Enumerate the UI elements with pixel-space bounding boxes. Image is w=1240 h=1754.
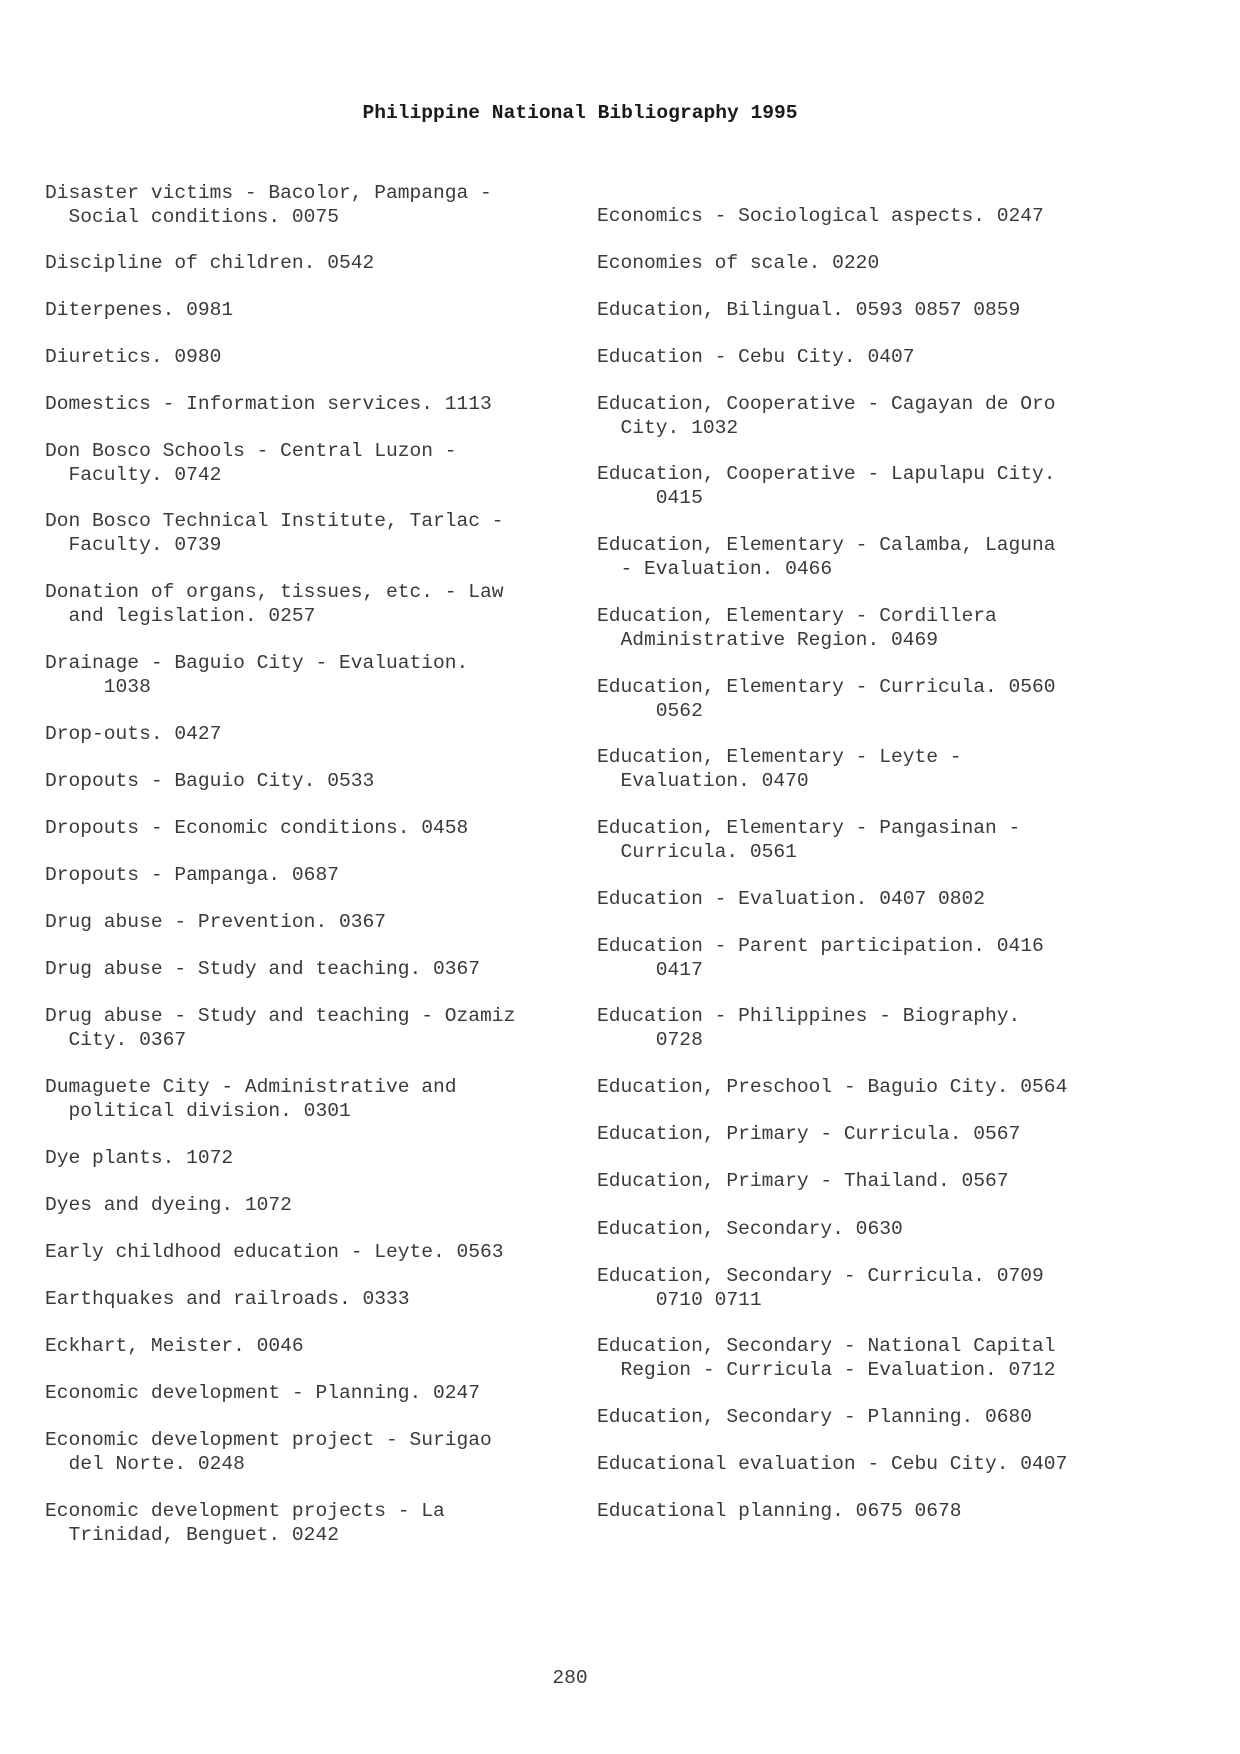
index-entry-line: 0562 — [597, 699, 703, 722]
index-entry-line: 0415 — [597, 486, 703, 509]
right-index-entry — [597, 252, 879, 276]
index-entry-line: Education, Secondary - Planning. 0680 — [597, 1406, 1033, 1428]
index-entry-line: political division. 0301 — [45, 1099, 351, 1122]
index-entry-line: Early childhood education - Leyte. 0563 — [45, 1241, 504, 1263]
left-index-entry — [45, 1005, 515, 1052]
index-entry-line: Trinidad, Benguet. 0242 — [45, 1523, 339, 1546]
index-entry-line: 1038 — [45, 675, 151, 698]
right-index-entry — [597, 463, 1056, 510]
left-index-entry — [45, 182, 492, 229]
left-index-entry — [45, 346, 221, 370]
left-index-entry — [45, 1288, 410, 1312]
index-entry-line: Education, Secondary. 0630 — [597, 1218, 903, 1240]
index-entry-line: Economies of scale. 0220 — [597, 252, 880, 274]
left-index-entry — [45, 1500, 445, 1547]
left-index-entry — [45, 770, 374, 794]
index-entry-line: Education, Elementary - Calamba, Laguna — [597, 534, 1056, 556]
index-entry-line: and legislation. 0257 — [45, 604, 316, 627]
index-entry-line: Domestics - Information services. 1113 — [45, 393, 492, 415]
index-entry-line: Discipline of children. 0542 — [45, 252, 375, 274]
index-entry-line: 0728 — [597, 1028, 703, 1051]
left-index-entry — [45, 393, 492, 417]
left-index-entry — [45, 440, 457, 487]
left-index-entry — [45, 252, 374, 276]
left-index-entry — [45, 1194, 292, 1218]
index-entry-line: Donation of organs, tissues, etc. - Law — [45, 581, 504, 603]
index-entry-line: Economic development projects - La — [45, 1500, 445, 1522]
index-entry-line: 0710 0711 — [597, 1288, 762, 1311]
index-entry-line: Dropouts - Pampanga. 0687 — [45, 864, 339, 886]
left-index-entry — [45, 864, 339, 888]
index-entry-line: Education, Cooperative - Lapulapu City. — [597, 463, 1056, 485]
index-entry-line: Economics - Sociological aspects. 0247 — [597, 205, 1044, 227]
index-entry-line: Dumaguete City - Administrative and — [45, 1076, 457, 1098]
index-entry-line: Education, Preschool - Baguio City. 0564 — [597, 1076, 1068, 1098]
index-entry-line: Don Bosco Schools - Central Luzon - — [45, 440, 457, 462]
index-entry-line: Drug abuse - Study and teaching - Ozamiz — [45, 1005, 516, 1027]
index-entry-line: Drug abuse - Prevention. 0367 — [45, 911, 386, 933]
index-entry-line: Earthquakes and railroads. 0333 — [45, 1288, 410, 1310]
index-entry-line: Social conditions. 0075 — [45, 205, 339, 228]
index-entry-line: Education, Primary - Curricula. 0567 — [597, 1123, 1021, 1145]
index-entry-line: Education, Secondary - Curricula. 0709 — [597, 1265, 1044, 1287]
right-index-entry — [597, 888, 985, 912]
index-entry-line: City. 0367 — [45, 1028, 187, 1051]
left-index-entry — [45, 1076, 457, 1123]
left-index-entry — [45, 1241, 504, 1265]
index-entry-line: Faculty. 0739 — [45, 533, 222, 556]
right-index-entry — [597, 746, 962, 793]
left-index-entry — [45, 1147, 233, 1171]
left-index-entry — [45, 958, 480, 982]
left-index-entry — [45, 1429, 492, 1476]
left-index-entry — [45, 510, 504, 557]
index-entry-line: Diuretics. 0980 — [45, 346, 222, 368]
index-entry-line: Dropouts - Economic conditions. 0458 — [45, 817, 469, 839]
right-index-entry — [597, 1123, 1020, 1147]
index-entry-line: - Evaluation. 0466 — [597, 557, 833, 580]
page-number: 280 — [552, 1667, 588, 1689]
index-entry-line: Education - Parent participation. 0416 — [597, 935, 1044, 957]
index-entry-line: Education, Elementary - Pangasinan - — [597, 817, 1021, 839]
index-entry-line: Administrative Region. 0469 — [597, 628, 938, 651]
right-index-entry — [597, 1335, 1056, 1382]
right-index-entry — [597, 1005, 1020, 1052]
index-entry-line: Education - Evaluation. 0407 0802 — [597, 888, 986, 910]
left-index-entry — [45, 1382, 480, 1406]
index-entry-line: Education - Philippines - Biography. — [597, 1005, 1021, 1027]
right-index-entry — [597, 534, 1056, 581]
index-entry-line: Drop-outs. 0427 — [45, 723, 222, 745]
right-index-entry — [597, 1265, 1044, 1312]
index-entry-line: Education, Primary - Thailand. 0567 — [597, 1170, 1009, 1192]
index-entry-line: Eckhart, Meister. 0046 — [45, 1335, 304, 1357]
left-index-entry — [45, 581, 504, 628]
right-index-entry — [597, 299, 1020, 323]
index-entry-line: Education, Secondary - National Capital — [597, 1335, 1056, 1357]
index-entry-line: 0417 — [597, 958, 703, 981]
index-entry-line: Evaluation. 0470 — [597, 769, 809, 792]
index-entry-line: Education - Cebu City. 0407 — [597, 346, 915, 368]
index-entry-line: Educational planning. 0675 0678 — [597, 1500, 962, 1522]
right-index-entry — [597, 1218, 903, 1242]
index-entry-line: Faculty. 0742 — [45, 463, 222, 486]
index-entry-line: Education, Bilingual. 0593 0857 0859 — [597, 299, 1021, 321]
index-entry-line: Drainage - Baguio City - Evaluation. — [45, 652, 469, 674]
index-entry-line: Curricula. 0561 — [597, 840, 797, 863]
left-index-entry — [45, 911, 386, 935]
right-index-entry — [597, 205, 1044, 229]
right-index-entry — [597, 605, 997, 652]
index-entry-line: City. 1032 — [597, 416, 739, 439]
index-entry-line: Dye plants. 1072 — [45, 1147, 234, 1169]
right-index-entry — [597, 935, 1044, 982]
index-entry-line: Education, Cooperative - Cagayan de Oro — [597, 393, 1056, 415]
left-index-entry — [45, 299, 233, 323]
page-title: Philippine National Bibliography 1995 — [362, 102, 798, 124]
index-entry-line: Disaster victims - Bacolor, Pampanga - — [45, 182, 492, 204]
index-entry-line: Economic development - Planning. 0247 — [45, 1382, 481, 1404]
index-entry-line: Economic development project - Surigao — [45, 1429, 492, 1451]
index-entry-line: Don Bosco Technical Institute, Tarlac - — [45, 510, 504, 532]
index-entry-line: Drug abuse - Study and teaching. 0367 — [45, 958, 481, 980]
index-entry-line: Education, Elementary - Leyte - — [597, 746, 962, 768]
index-entry-line: Education, Elementary - Curricula. 0560 — [597, 676, 1056, 698]
right-index-entry — [597, 1453, 1067, 1477]
index-entry-line: del Norte. 0248 — [45, 1452, 245, 1475]
index-entry-line: Region - Curricula - Evaluation. 0712 — [597, 1358, 1056, 1381]
index-entry-line: Dyes and dyeing. 1072 — [45, 1194, 292, 1216]
right-index-entry — [597, 1500, 962, 1524]
index-entry-line: Educational evaluation - Cebu City. 0407 — [597, 1453, 1068, 1475]
index-entry-line: Education, Elementary - Cordillera — [597, 605, 997, 627]
left-index-entry — [45, 723, 221, 747]
index-entry-line: Dropouts - Baguio City. 0533 — [45, 770, 375, 792]
right-index-entry — [597, 676, 1056, 723]
left-index-entry — [45, 652, 468, 699]
right-index-entry — [597, 1406, 1032, 1430]
right-index-entry — [597, 1170, 1009, 1194]
left-index-entry — [45, 1335, 304, 1359]
index-entry-line: Diterpenes. 0981 — [45, 299, 234, 321]
right-index-entry — [597, 346, 914, 370]
right-index-entry — [597, 817, 1020, 864]
right-index-entry — [597, 1076, 1067, 1100]
right-index-entry — [597, 393, 1056, 440]
left-index-entry — [45, 817, 468, 841]
